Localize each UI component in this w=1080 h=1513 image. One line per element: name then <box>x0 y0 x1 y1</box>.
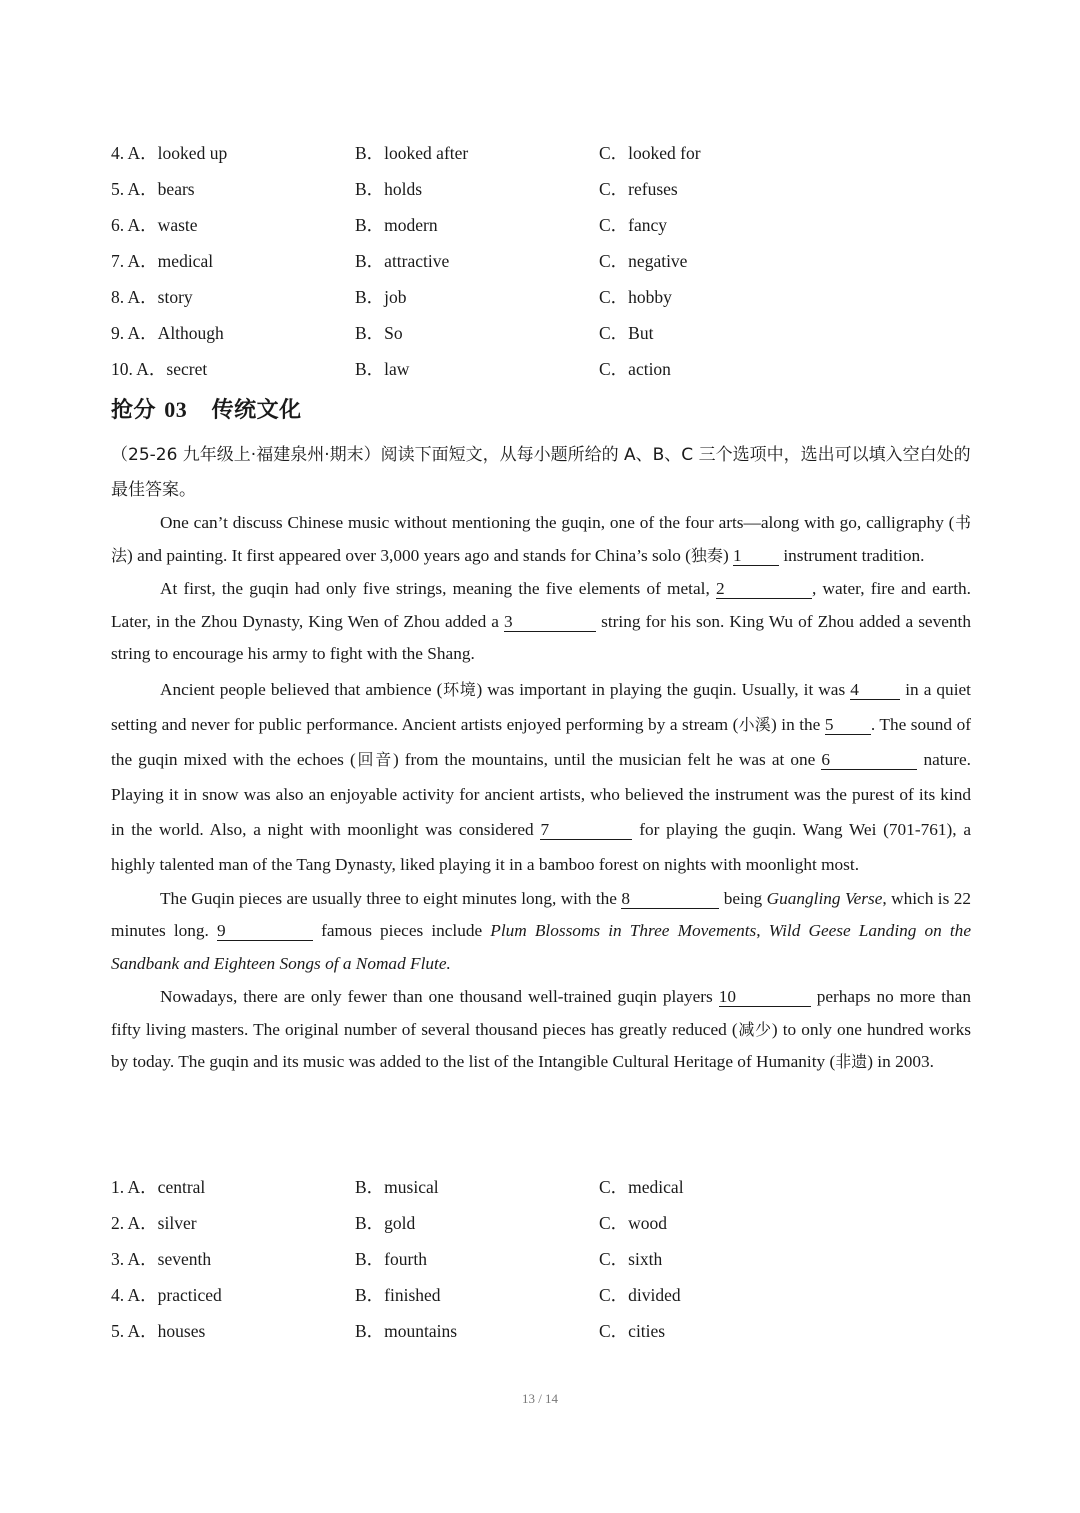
option-b: B．looked after <box>355 143 469 163</box>
option-b: B．musical <box>355 1177 439 1197</box>
section-heading: 抢分 03 传统文化 <box>111 397 302 423</box>
option-c: C．divided <box>599 1285 681 1305</box>
option-a: 7. A．medical <box>111 251 214 271</box>
option-b: B．So <box>355 323 403 343</box>
paragraph-3: Ancient people believed that ambience (环境) was important in playing the guqin. Usually, it was 4 in a quiet setting and never for public performance. Ancient artists enjoyed performing by a stream (小溪) in the 5 . The sound of the guqin mixed with the echoes (回音) from the mountains, until the musician felt he was at one 6 nature. Playing it in snow was also an enjoyable activity for ancient artists, who believed the instrument was the purest of its kind in the world. Also, a night with moonlight was considered 7 for playing the guqin. Wang Wei (701-761), a highly talented man of the Tang Dynasty, liked playing it in a bamboo forest on nights with moonlight most. <box>111 679 971 874</box>
top-question-options <box>111 135 971 387</box>
question-row <box>111 1205 971 1241</box>
blank-10: 10 <box>719 988 811 1007</box>
option-a: 9. A．Although <box>111 323 224 343</box>
paragraph-4: The Guqin pieces are usually three to eight minutes long, with the 8 being Guangling Verse, which is 22 minutes long. 9 famous pieces include Plum Blossoms in Three Movements, Wild Geese Landing on the Sandbank and Eighteen Songs of a Nomad Flute. <box>111 888 971 973</box>
option-a: 1. A．central <box>111 1177 206 1197</box>
question-row <box>111 1313 971 1349</box>
option-b: B．modern <box>355 215 438 235</box>
option-a: 5. A．bears <box>111 179 195 199</box>
option-a: 8. A．story <box>111 287 193 307</box>
paragraph-1: One can’t discuss Chinese music without mentioning the guqin, one of the four arts—along with go, calligraphy (书法) and painting. It first appeared over 3,000 years ago and stands for China’s solo (独奏) 1 instrument tradition. <box>111 513 971 565</box>
blank-8: 8 <box>621 890 719 909</box>
option-b: B．law <box>355 359 410 379</box>
blank-2: 2 <box>716 580 812 599</box>
option-b: B．finished <box>355 1285 441 1305</box>
option-a: 2. A．silver <box>111 1213 197 1233</box>
page-number: 13 / 14 <box>521 1391 559 1406</box>
option-c: C．fancy <box>599 215 668 235</box>
option-c: C．hobby <box>599 287 672 307</box>
option-b: B．holds <box>355 179 423 199</box>
blank-5: 5 <box>825 716 871 735</box>
option-a: 5. A．houses <box>111 1321 206 1341</box>
paragraph-2: At first, the guqin had only five strings, meaning the five elements of metal, 2 , water, fire and earth. Later, in the Zhou Dynasty, King Wen of Zhou added a 3 string for his son. King Wu of Zhou added a seventh string to encourage his army to fight with the Shang. <box>111 579 971 663</box>
question-row <box>111 1169 971 1205</box>
option-b: B．attractive <box>355 251 450 271</box>
option-b: B．fourth <box>355 1249 427 1269</box>
option-c: C．medical <box>599 1177 684 1197</box>
question-row <box>111 351 971 387</box>
option-c: C．action <box>599 359 671 379</box>
option-c: C．sixth <box>599 1249 663 1269</box>
blank-9: 9 <box>217 922 313 941</box>
reading-passage <box>111 507 971 1079</box>
paragraph-5: Nowadays, there are only fewer than one thousand well-trained guqin players 10 perhaps no more than fifty living masters. The original number of several thousand pieces has greatly reduced (减少) to only one hundred works by today. The guqin and its music was added to the list of the Intangible Cultural Heritage of Humanity (非遗) in 2003. <box>111 987 971 1071</box>
option-a: 3. A．seventh <box>111 1249 212 1269</box>
blank-4: 4 <box>850 681 900 700</box>
blank-1: 1 <box>733 547 779 566</box>
option-c: C．refuses <box>599 179 678 199</box>
option-c: C．cities <box>599 1321 666 1341</box>
question-row <box>111 315 971 351</box>
blank-6: 6 <box>821 751 917 770</box>
option-c: C．wood <box>599 1213 668 1233</box>
option-a: 4. A．practiced <box>111 1285 222 1305</box>
question-row <box>111 207 971 243</box>
question-row <box>111 1241 971 1277</box>
question-row <box>111 171 971 207</box>
option-a: 10. A．secret <box>111 359 208 379</box>
option-c: C．negative <box>599 251 688 271</box>
option-a: 4. A．looked up <box>111 143 228 163</box>
option-c: C．looked for <box>599 143 701 163</box>
option-a: 6. A．waste <box>111 215 198 235</box>
blank-3: 3 <box>504 613 596 632</box>
blank-7: 7 <box>540 821 632 840</box>
question-row <box>111 279 971 315</box>
question-row <box>111 135 971 171</box>
instruction-text: （25-26 九年级上·福建泉州·期末）阅读下面短文，从每小题所给的 A、B、C 三个选项中，选出可以填入空白处的最佳答案。 <box>111 445 971 500</box>
option-b: B．job <box>355 287 407 307</box>
option-b: B．mountains <box>355 1321 458 1341</box>
option-c: C．But <box>599 323 654 343</box>
question-row <box>111 243 971 279</box>
bottom-question-options <box>111 1169 971 1349</box>
option-b: B．gold <box>355 1213 416 1233</box>
question-row <box>111 1277 971 1313</box>
